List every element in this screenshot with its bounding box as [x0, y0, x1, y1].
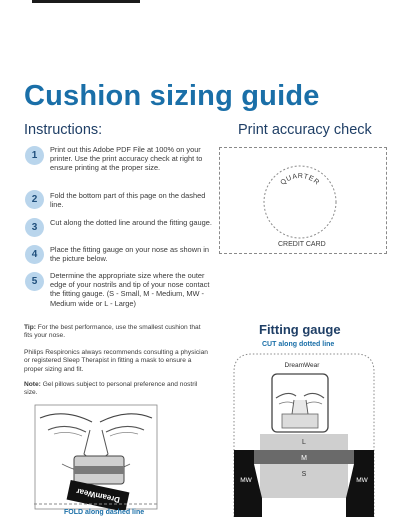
quarter-label: QUARTER — [279, 172, 321, 187]
tip-note — [24, 324, 209, 341]
page-title: Cushion sizing guide — [24, 80, 320, 112]
step-number-2: 2 — [25, 190, 44, 209]
size-mw-right-label: MW — [356, 477, 368, 484]
step-number-4: 4 — [25, 245, 44, 264]
step-number-5: 5 — [25, 272, 44, 291]
face-illustration — [34, 404, 158, 510]
step-text-5: Determine the appropriate size where the outer edge of your nostrils and tip of your nose contact the fitting gauge. (S - Small, M - Medium, MW - Medium wide or L - Large) — [50, 271, 210, 308]
size-m-label: M — [301, 455, 307, 462]
tip-text: For the best performance, use the smallest cushion that fits your nose. — [24, 324, 201, 340]
fold-instruction-label: FOLD along dashed line — [64, 509, 145, 516]
step-text-4: Place the fitting gauge on your nose as shown in the picture below. — [50, 245, 210, 264]
illustration-brand-label: DreamWear — [75, 486, 121, 505]
step-number-1: 1 — [25, 146, 44, 165]
fitting-gauge-heading: Fitting gauge — [259, 322, 341, 337]
header-rule — [32, 0, 140, 3]
step-text-1: Print out this Adobe PDF File at 100% on your printer. Use the print accuracy check at right to ensure printing at the proper size. — [50, 145, 203, 173]
quarter-outline — [262, 164, 338, 240]
instructions-heading: Instructions: — [24, 122, 103, 138]
size-mw-left-label: MW — [240, 477, 252, 484]
step-text-2: Fold the bottom part of this page on the dashed line. — [50, 191, 206, 210]
note-label: Note: — [24, 381, 41, 388]
size-l-label: L — [302, 439, 306, 446]
print-check-heading: Print accuracy check — [238, 122, 372, 138]
step-number-3: 3 — [25, 218, 44, 237]
recommendation-text: Philips Respironics always recommends consulting a physician or registered Sleep Therapist in fitting a mask to ensure a proper sizing and fit. — [24, 349, 208, 373]
gel-pillow-note — [24, 381, 209, 398]
note-text: Gel pillows subject to personal preference and nostril size. — [24, 381, 198, 397]
gauge-brand-label: DreamWear — [284, 362, 320, 369]
fitting-gauge — [232, 352, 376, 518]
tip-label: Tip: — [24, 324, 36, 331]
cut-instruction-label: CUT along dotted line — [262, 341, 335, 348]
size-s-label: S — [301, 471, 307, 478]
credit-card-label: CREDIT CARD — [278, 241, 326, 248]
step-text-3: Cut along the dotted line around the fitting gauge. — [50, 218, 212, 227]
